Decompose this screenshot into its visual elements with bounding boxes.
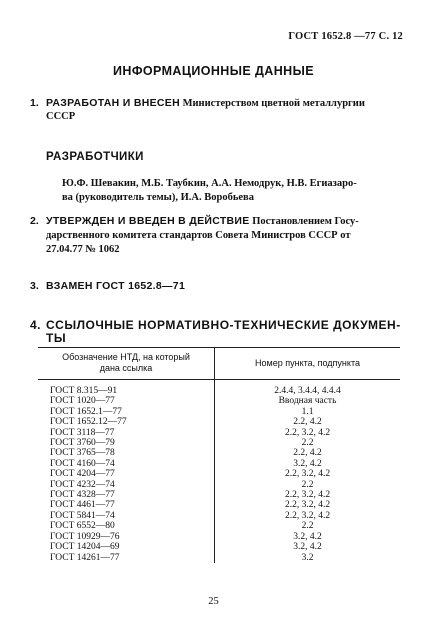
section-3	[30, 280, 406, 293]
table-row	[38, 417, 400, 427]
table-row	[38, 428, 400, 438]
cell-item: 1.1	[301, 406, 314, 417]
section-4-heading-cont: ТЫ	[46, 331, 67, 345]
table-row	[38, 480, 400, 490]
cell-item: 3.2, 4.2	[293, 531, 322, 542]
section-4-heading: ССЫЛОЧНЫЕ НОРМАТИВНО-ТЕХНИЧЕСКИЕ ДОКУМЕН-	[46, 318, 401, 332]
table-row	[38, 511, 400, 521]
cell-item: 3.2, 4.2	[293, 458, 322, 469]
section-2-heading: УТВЕРЖДЕН И ВВЕДЕН В ДЕЙСТВИЕ	[46, 215, 250, 227]
section-4	[30, 319, 410, 345]
cell-document: ГОСТ 3765—78	[38, 448, 215, 458]
cell-document: ГОСТ 1020—77	[38, 396, 215, 406]
section-2-number: 2.	[30, 215, 39, 227]
section-2-text-cont: дарственного комитета стандартов Совета Министров СССР от	[46, 230, 351, 241]
table-row	[38, 521, 400, 531]
cell-item: 2.2, 3.2, 4.2	[284, 510, 331, 521]
cell-item: 2.2, 3.2, 4.2	[284, 500, 331, 511]
cell-document: ГОСТ 4328—77	[38, 490, 215, 500]
cell-document: ГОСТ 4232—74	[38, 480, 215, 490]
table-body	[38, 380, 400, 563]
cell-document: ГОСТ 6552—80	[38, 521, 215, 531]
col-header-item: Номер пункта, подпункта	[215, 348, 401, 380]
developers-line-1: Ю.Ф. Шевакин, М.Б. Таубкин, А.А. Немодрук, Н.В. Егиазаро-	[62, 178, 357, 189]
cell-item: 2.2, 4.2	[293, 448, 322, 459]
cell-document: ГОСТ 4204—77	[38, 469, 215, 479]
table-row	[38, 500, 400, 510]
document-header: ГОСТ 1652.8 —77 С. 12	[288, 31, 403, 42]
cell-document: ГОСТ 3118—77	[38, 428, 215, 438]
cell-document: ГОСТ 4461—77	[38, 500, 215, 510]
section-1-text-cont: СССР	[46, 111, 76, 122]
page-number: 25	[208, 596, 219, 607]
cell-document: ГОСТ 1652.1—77	[38, 407, 215, 417]
table-row	[38, 380, 400, 397]
table-row	[38, 490, 400, 500]
developers-list	[62, 177, 412, 205]
col-header-document-line-2: дана ссылка	[99, 363, 153, 373]
table-row	[38, 542, 400, 552]
section-1-number: 1.	[30, 97, 39, 109]
section-2	[30, 214, 406, 257]
cell-item: 2.2	[301, 479, 314, 490]
cell-item: 2.2, 4.2	[293, 417, 322, 428]
page-title: ИНФОРМАЦИОННЫЕ ДАННЫЕ	[113, 64, 314, 78]
section-3-heading: ВЗАМЕН ГОСТ 1652.8—71	[46, 280, 186, 292]
cell-item: 2.2, 3.2, 4.2	[284, 490, 331, 501]
cell-document: ГОСТ 5841—74	[38, 511, 215, 521]
developers-line-2: ва (руководитель темы), И.А. Воробьева	[62, 192, 254, 203]
table-header-row	[38, 348, 400, 380]
cell-item: 2.2	[301, 521, 314, 532]
table-row	[38, 448, 400, 458]
reference-documents-table	[38, 347, 400, 563]
section-2-text-date: 27.04.77 № 1062	[46, 244, 120, 255]
table-row	[38, 553, 400, 563]
cell-item: 3.2, 4.2	[293, 542, 322, 553]
cell-item: 2.4.4, 3.4.4, 4.4.4	[274, 386, 341, 396]
table-row	[38, 438, 400, 448]
table-row	[38, 407, 400, 417]
cell-item: 2.2	[301, 438, 314, 449]
section-3-number: 3.	[30, 280, 39, 292]
cell-item: 3.2	[301, 552, 314, 563]
cell-document: ГОСТ 10929—76	[38, 532, 215, 542]
cell-document: ГОСТ 4160—74	[38, 459, 215, 469]
cell-item: 2.2, 3.2, 4.2	[284, 427, 331, 438]
section-1-text: Министерством цветной металлургии	[182, 98, 365, 109]
table-row	[38, 459, 400, 469]
table-row	[38, 396, 400, 406]
section-1-heading: РАЗРАБОТАН И ВНЕСЕН	[46, 97, 180, 109]
col-header-document-line-1: Обозначение НТД, на который	[62, 352, 190, 362]
section-1	[30, 97, 406, 123]
developers-heading: РАЗРАБОТЧИКИ	[46, 151, 144, 163]
table-row	[38, 469, 400, 479]
table-row	[38, 532, 400, 542]
cell-item: Вводная часть	[278, 396, 337, 407]
cell-document: ГОСТ 14261—77	[38, 553, 215, 563]
cell-document: ГОСТ 8.315—91	[38, 380, 215, 397]
cell-item: 2.2, 3.2, 4.2	[284, 469, 331, 480]
cell-document: ГОСТ 14204—69	[38, 542, 215, 552]
cell-document: ГОСТ 3760—79	[38, 438, 215, 448]
cell-document: ГОСТ 1652.12—77	[38, 417, 215, 427]
section-4-number: 4.	[30, 318, 42, 332]
col-header-document	[38, 348, 215, 380]
section-2-text: Постановлением Госу-	[252, 216, 359, 227]
